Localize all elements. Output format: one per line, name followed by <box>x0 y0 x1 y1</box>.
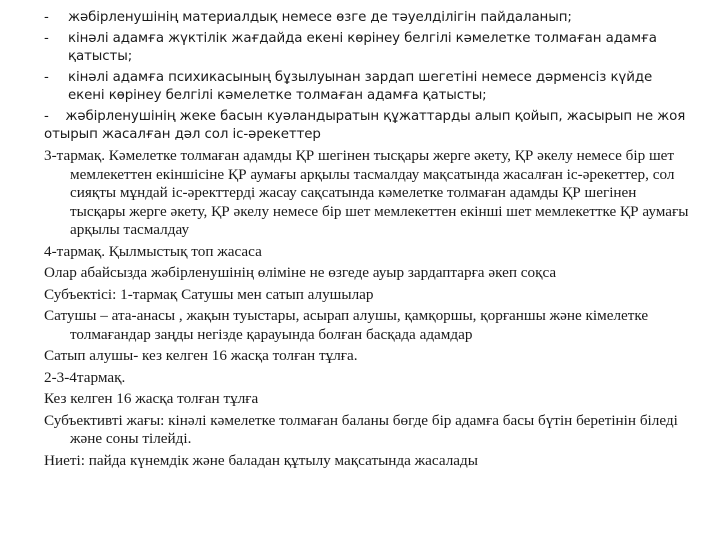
bullet-text: жәбірленушінің материалдық немесе өзге де тәуелділігін пайдаланып; <box>68 10 572 25</box>
paragraph-article-3: 3-тармақ. Кәмелетке толмаған адамды ҚР шегінен тысқары жерге әкету, ҚР әкелу немесе бір шет мемлекеттен екіншісіне ҚР аумағы арқылы тасмалдау мақсатында жасалған іс-әрекеттер, сол сияқты мұндай іс-әректтерді жасау сақсатында кәмелетке толмаған адамды ҚР шегінен тысқары жерге әкету, ҚР әкелу немесе бір шет мемлекеттен екінші шет мемлекеттке ҚР аумағы арқылы тасмалдау <box>44 147 689 238</box>
paragraph-articles-2-3-4: 2-3-4тармақ. <box>44 368 126 386</box>
bullet-item <box>44 108 692 144</box>
paragraph-subjective-side: Субъективті жағы: кінәлі кәмелетке толмаған баланы бөгде бір адамға басы бүтін беретінін біледі және соны тілейді. <box>44 411 678 447</box>
paragraph-consequences: Олар абайсызда жәбірленушінің өліміне не өзгеде ауыр зардаптарға әкеп соқса <box>44 264 557 281</box>
bullet-text: кінәлі адамға психикасының бұзылуынан зардап шегетіні немесе дәрменсіз күйде екені көрінеу белгілі кәмелетке толмаған адамға қатысты; <box>68 70 653 103</box>
bullet-dash: - <box>44 10 49 25</box>
bullet-item <box>44 30 692 66</box>
bullet-text: кінәлі адамға жүктілік жағдайда екені көрінеу белгілі кәмелетке толмаған адамға қатысты; <box>68 31 657 64</box>
paragraph-subject: Субъектісі: 1-тармақ Сатушы мен сатып алушылар <box>44 285 374 303</box>
bullet-item <box>44 69 692 105</box>
bullet-dash: - <box>44 70 49 85</box>
paragraph-any-person: Кез келген 16 жасқа толған тұлға <box>44 390 259 407</box>
bullet-item <box>44 9 692 27</box>
paragraph-buyer: Сатып алушы- кез келген 16 жасқа толған тұлға. <box>44 347 358 364</box>
bullet-dash: - <box>44 31 49 46</box>
paragraph-article-4: 4-тармақ. Қылмыстық топ жасаса <box>44 242 262 260</box>
bullet-text: жәбірленушінің жеке басын куәландыратын құжаттарды алып қойып, жасырып не жоя отырып жасалған дәл сол іс-әрекеттер <box>44 109 686 142</box>
bullet-dash: - <box>44 109 49 124</box>
paragraph-motive: Ниеті: пайда күнемдік және баладан құтылу мақсатында жасалады <box>44 451 478 469</box>
paragraph-seller: Сатушы – ата-анасы , жақын туыстары, асырап алушы, қамқоршы, қорғаншы және кімелетке толмағандар заңды негізде қарауында болған басқада адамдар <box>44 307 649 343</box>
